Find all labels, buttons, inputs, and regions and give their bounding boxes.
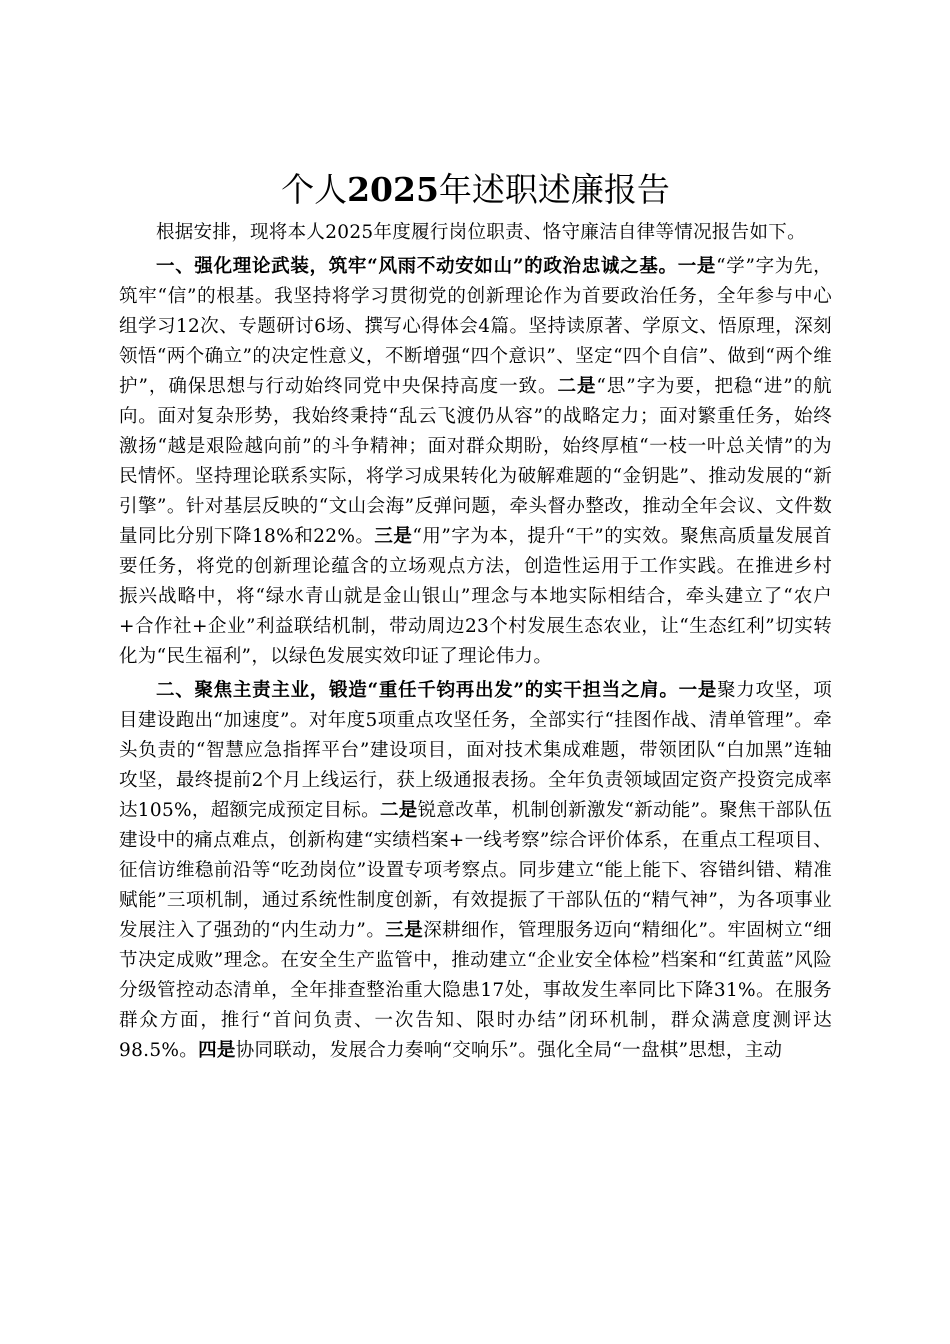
section-1-marker-1: 一是 (677, 256, 717, 277)
section-2-text-2: 锐意改革，机制创新激发“新动能”。聚焦干部队伍建设中的痛点难点，创新构建“实绩档案+一线考察”综合评价体系，在重点工程项目、征信访维稳前沿等“吃劲岗位”设置专项考察点。同步建立“能上能下、容错纠错、精准赋能”三项机制，通过系统性制度创新，有效提振了干部队伍的“精气神”，为各项事业发展注入了强劲的“内生动力”。 (119, 800, 833, 941)
section-1-marker-2: 二是 (557, 376, 597, 397)
title-year: 2025 (347, 170, 439, 209)
section-2-text-3: 深耕细作，管理服务迈向“精细化”。牢固树立“细节决定成败”理念。在安全生产监管中，推动建立“企业安全体检”档案和“红黄蓝”风险分级管控动态清单，全年排查整治重大隐患17处，事故发生率同比下降31%。在服务群众方面，推行“首问负责、一次告知、限时办结”闭环机制，群众满意度测评达98.5%。 (119, 920, 832, 1061)
section-2-marker-1: 一是 (678, 680, 718, 701)
document-title (119, 166, 832, 214)
section-1-heading: 一、强化理论武装，筑牢“风雨不动安如山”的政治忠诚之基。 (156, 256, 678, 277)
title-suffix: 年述职述廉报告 (438, 170, 670, 209)
section-2-marker-2: 二是 (379, 800, 418, 821)
section-1-text-1: “学”字为先，筑牢“信”的根基。我坚持将学习贯彻党的创新理论作为首要政治任务，全年参与中心组学习12次、专题研讨6场、撰写心得体会4篇。坚持读原著、学原文、悟原理，深刻领悟“两个确立”的决定性意义，不断增强“四个意识”、坚定“四个自信”、做到“两个维护”，确保思想与行动始终同党中央保持高度一致。 (119, 256, 832, 397)
intro-paragraph: 根据安排，现将本人2025年度履行岗位职责、恪守廉洁自律等情况报告如下。 (156, 222, 806, 243)
section-2-paragraph (119, 676, 832, 1066)
section-1-text-3: “用”字为本，提升“干”的实效。聚焦高质量发展首要任务，将党的创新理论蕴含的立场观点方法，创造性运用于工作实践。在推进乡村振兴战略中，将“绿水青山就是金山银山”理念与本地实际相结合，牵头建立了“农户+合作社+企业”利益联结机制，带动周边23个村发展生态农业，让“生态红利”切实转化为“民生福利”，以绿色发展实效印证了理论伟力。 (119, 526, 832, 667)
section-1-text-2: “思”字为要，把稳“进”的航向。面对复杂形势，我始终秉持“乱云飞渡仍从容”的战略定力；面对繁重任务，始终激扬“越是艰险越向前”的斗争精神；面对群众期盼，始终厚植“一枝一叶总关情”的为民情怀。坚持理论联系实际，将学习成果转化为破解难题的“金钥匙”、推动发展的“新引擎”。针对基层反映的“文山会海”反弹问题，牵头督办整改，推动全年会议、文件数量同比分别下降18%和22%。 (119, 376, 832, 547)
section-2-marker-3: 三是 (385, 920, 424, 941)
title-prefix: 个人 (281, 170, 348, 209)
section-1-paragraph (119, 252, 832, 672)
section-2-heading: 二、聚焦主责主业，锻造“重任千钧再出发”的实干担当之肩。 (156, 680, 679, 701)
section-1-marker-3: 三是 (374, 526, 413, 547)
section-2-text-4: 协同联动，发展合力奏响“交响乐”。强化全局“一盘棋”思想，主动 (235, 1040, 783, 1061)
section-2-marker-4: 四是 (198, 1040, 236, 1061)
section-2-text-1: 聚力攻坚，项目建设跑出“加速度”。对年度5项重点攻坚任务，全部实行“挂图作战、清单管理”。牵头负责的“智慧应急指挥平台”建设项目，面对技术集成难题，带领团队“白加黑”连轴攻坚，最终提前2个月上线运行，获上级通报表扬。全年负责领域固定资产投资完成率达105%，超额完成预定目标。 (119, 680, 832, 821)
document-page (119, 166, 832, 1066)
